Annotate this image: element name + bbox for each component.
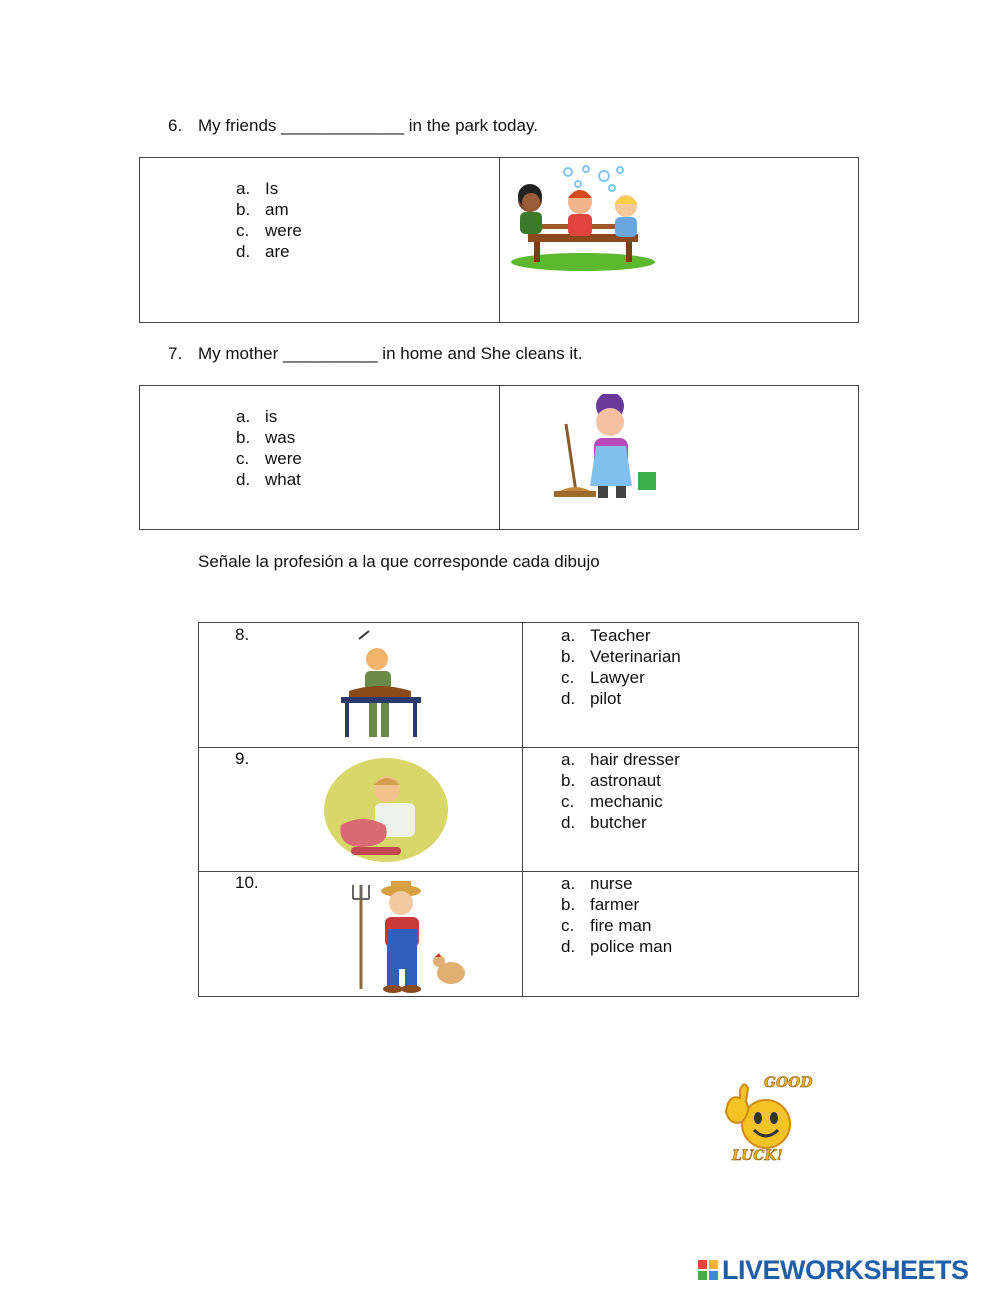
woman-cleaning-illustration [552,394,662,504]
options-list [236,178,302,262]
logo-squares-icon [698,1260,718,1280]
good-text: GOOD [764,1075,813,1091]
option-a[interactable]: a. Is [236,179,279,198]
options-list [561,873,672,957]
children-on-bench-illustration [508,164,658,272]
option-b[interactable]: b. astronaut [561,771,661,790]
option-d[interactable]: d. pilot [561,689,622,708]
option-a[interactable]: a. nurse [561,874,633,893]
option-b[interactable]: b. am [236,200,289,219]
option-b[interactable]: b. farmer [561,895,640,914]
butcher-illustration [323,755,449,865]
option-d[interactable]: d. police man [561,937,673,956]
column-divider [499,386,500,529]
question-7 [168,344,583,364]
options-list [236,406,302,490]
option-c[interactable]: c. were [236,449,302,468]
question-number: 7. [168,344,183,363]
instruction-text: Señale la profesión a la que corresponde cada dibujo [198,552,600,571]
option-c[interactable]: c. fire man [561,916,652,935]
option-a[interactable]: a. Teacher [561,626,651,645]
profession-number: 9. [235,749,250,768]
option-d[interactable]: d. are [236,242,290,261]
column-divider [522,623,523,996]
option-d[interactable]: d. what [236,470,301,489]
option-c[interactable]: c. were [236,221,302,240]
question-text: My mother __________ in home and She cleans it. [198,344,583,363]
row-divider [199,747,858,748]
option-d[interactable]: d. butcher [561,813,647,832]
option-a[interactable]: a. is [236,407,278,426]
question-text: My friends _____________ in the park today. [198,116,538,135]
option-b[interactable]: b. was [236,428,296,447]
question-number: 6. [168,116,183,135]
column-divider [499,158,500,322]
options-list [561,625,681,709]
option-c[interactable]: c. mechanic [561,792,663,811]
good-luck-emoji [722,1074,834,1168]
option-a[interactable]: a. hair dresser [561,750,680,769]
row-divider [199,871,858,872]
luck-text: LUCK! [732,1148,783,1164]
question-6 [168,116,538,136]
question-7-box [139,385,859,530]
options-list [561,749,680,833]
profession-number: 8. [235,625,250,644]
professions-table [198,622,859,997]
liveworksheets-logo[interactable] [698,1256,969,1284]
question-6-box [139,157,859,323]
brand-name: LIVEWORKSHEETS [722,1254,969,1285]
veterinarian-illustration [329,629,429,739]
farmer-illustration [347,877,471,993]
option-b[interactable]: b. Veterinarian [561,647,681,666]
profession-number: 10. [235,873,259,892]
option-c[interactable]: c. Lawyer [561,668,645,687]
